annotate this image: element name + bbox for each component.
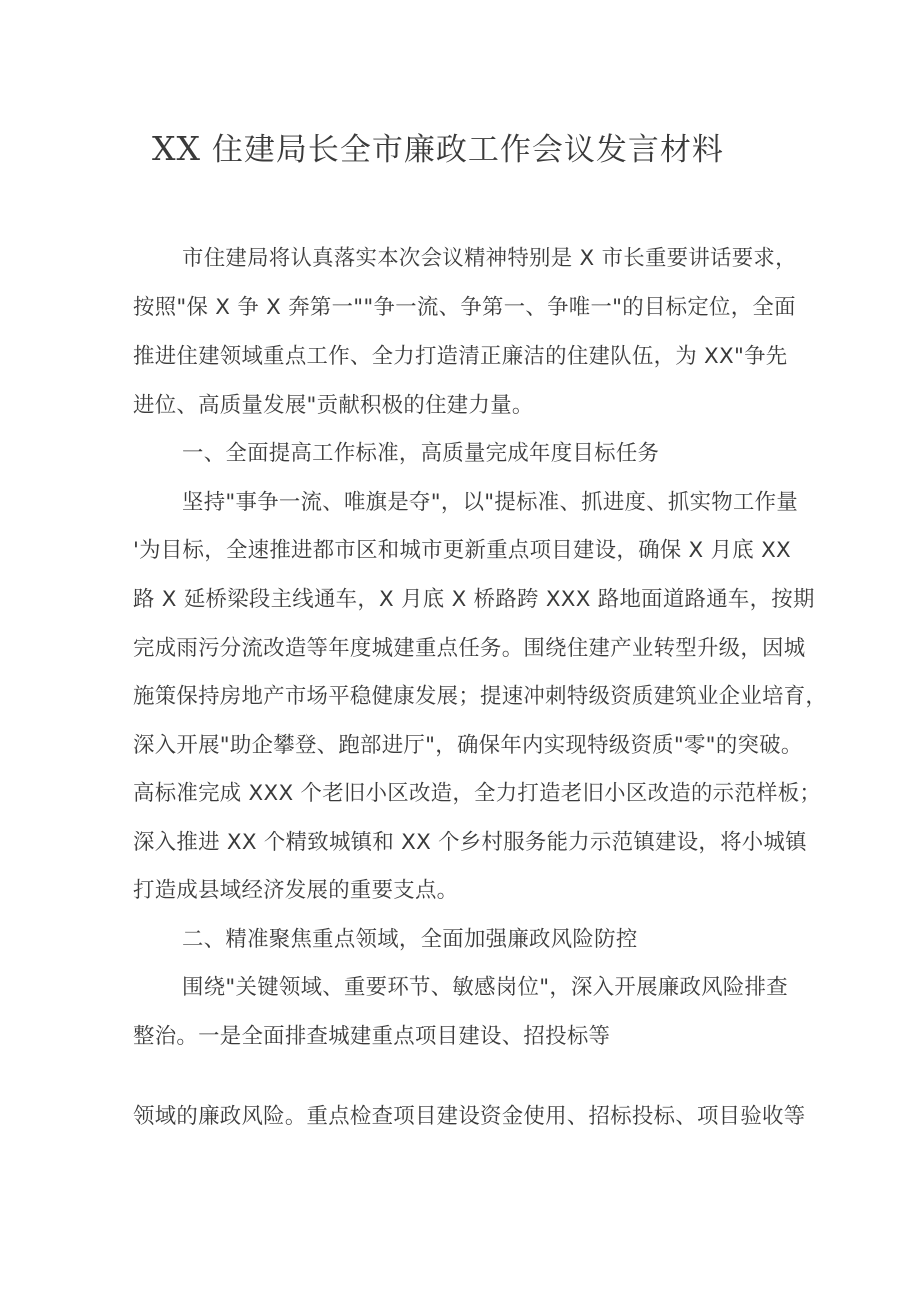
text-line: 整治。一是全面排查城建重点项目建设、招投标等 [133,1024,611,1049]
text-line: 二、精准聚焦重点领域，全面加强廉政风险防控 [182,927,638,952]
text-line: 深入推进 XX 个精致城镇和 XX 个乡村服务能力示范镇建设，将小城镇 [133,830,807,855]
text-line: 按照"保 X 争 X 奔第一""争一流、争第一、争唯一"的目标定位，全面 [133,295,796,320]
text-line: 路 X 延桥梁段主线通车，X 月底 X 桥路跨 XXX 路地面道路通车，按期 [133,587,815,612]
text-line: 围绕"关键领域、重要环节、敏感岗位"，深入开展廉政风险排查 [182,975,788,1000]
text-line: 领域的廉政风险。重点检查项目建设资金使用、招标投标、项目验收等 [133,1104,806,1129]
text-line: 推进住建领域重点工作、全力打造清正廉洁的住建队伍，为 XX"争先 [133,344,788,369]
text-line: 坚持"事争一流、唯旗是夺"，以"提标准、抓进度、抓实物工作量 [182,490,799,515]
text-line: 打造成县域经济发展的重要支点。 [133,878,459,903]
text-line: 完成雨污分流改造等年度城建重点任务。围绕住建产业转型升级，因城 [133,636,806,661]
text-line: 市住建局将认真落实本次会议精神特别是 X 市长重要讲话要求， [182,246,797,271]
text-line: 高标准完成 XXX 个老旧小区改造，全力打造老旧小区改造的示范样板； [133,781,822,806]
title-prefix: XX [152,129,201,168]
text-line: 一、全面提高工作标准，高质量完成年度目标任务 [182,441,660,466]
title-text: 住建局长全市廉政工作会议发言材料 [201,132,724,168]
text-line: 深入开展"助企攀登、跑部进厅"，确保年内实现特级资质"零"的突破。 [133,733,803,758]
document-title [152,124,724,169]
text-line: '为目标，全速推进都市区和城市更新重点项目建设，确保 X 月底 XX [133,538,791,563]
text-line: 施策保持房地产市场平稳健康发展；提速冲刺特级资质建筑业企业培育， [133,684,828,709]
text-line: 进位、高质量发展"贡献积极的住建力量。 [133,393,534,418]
